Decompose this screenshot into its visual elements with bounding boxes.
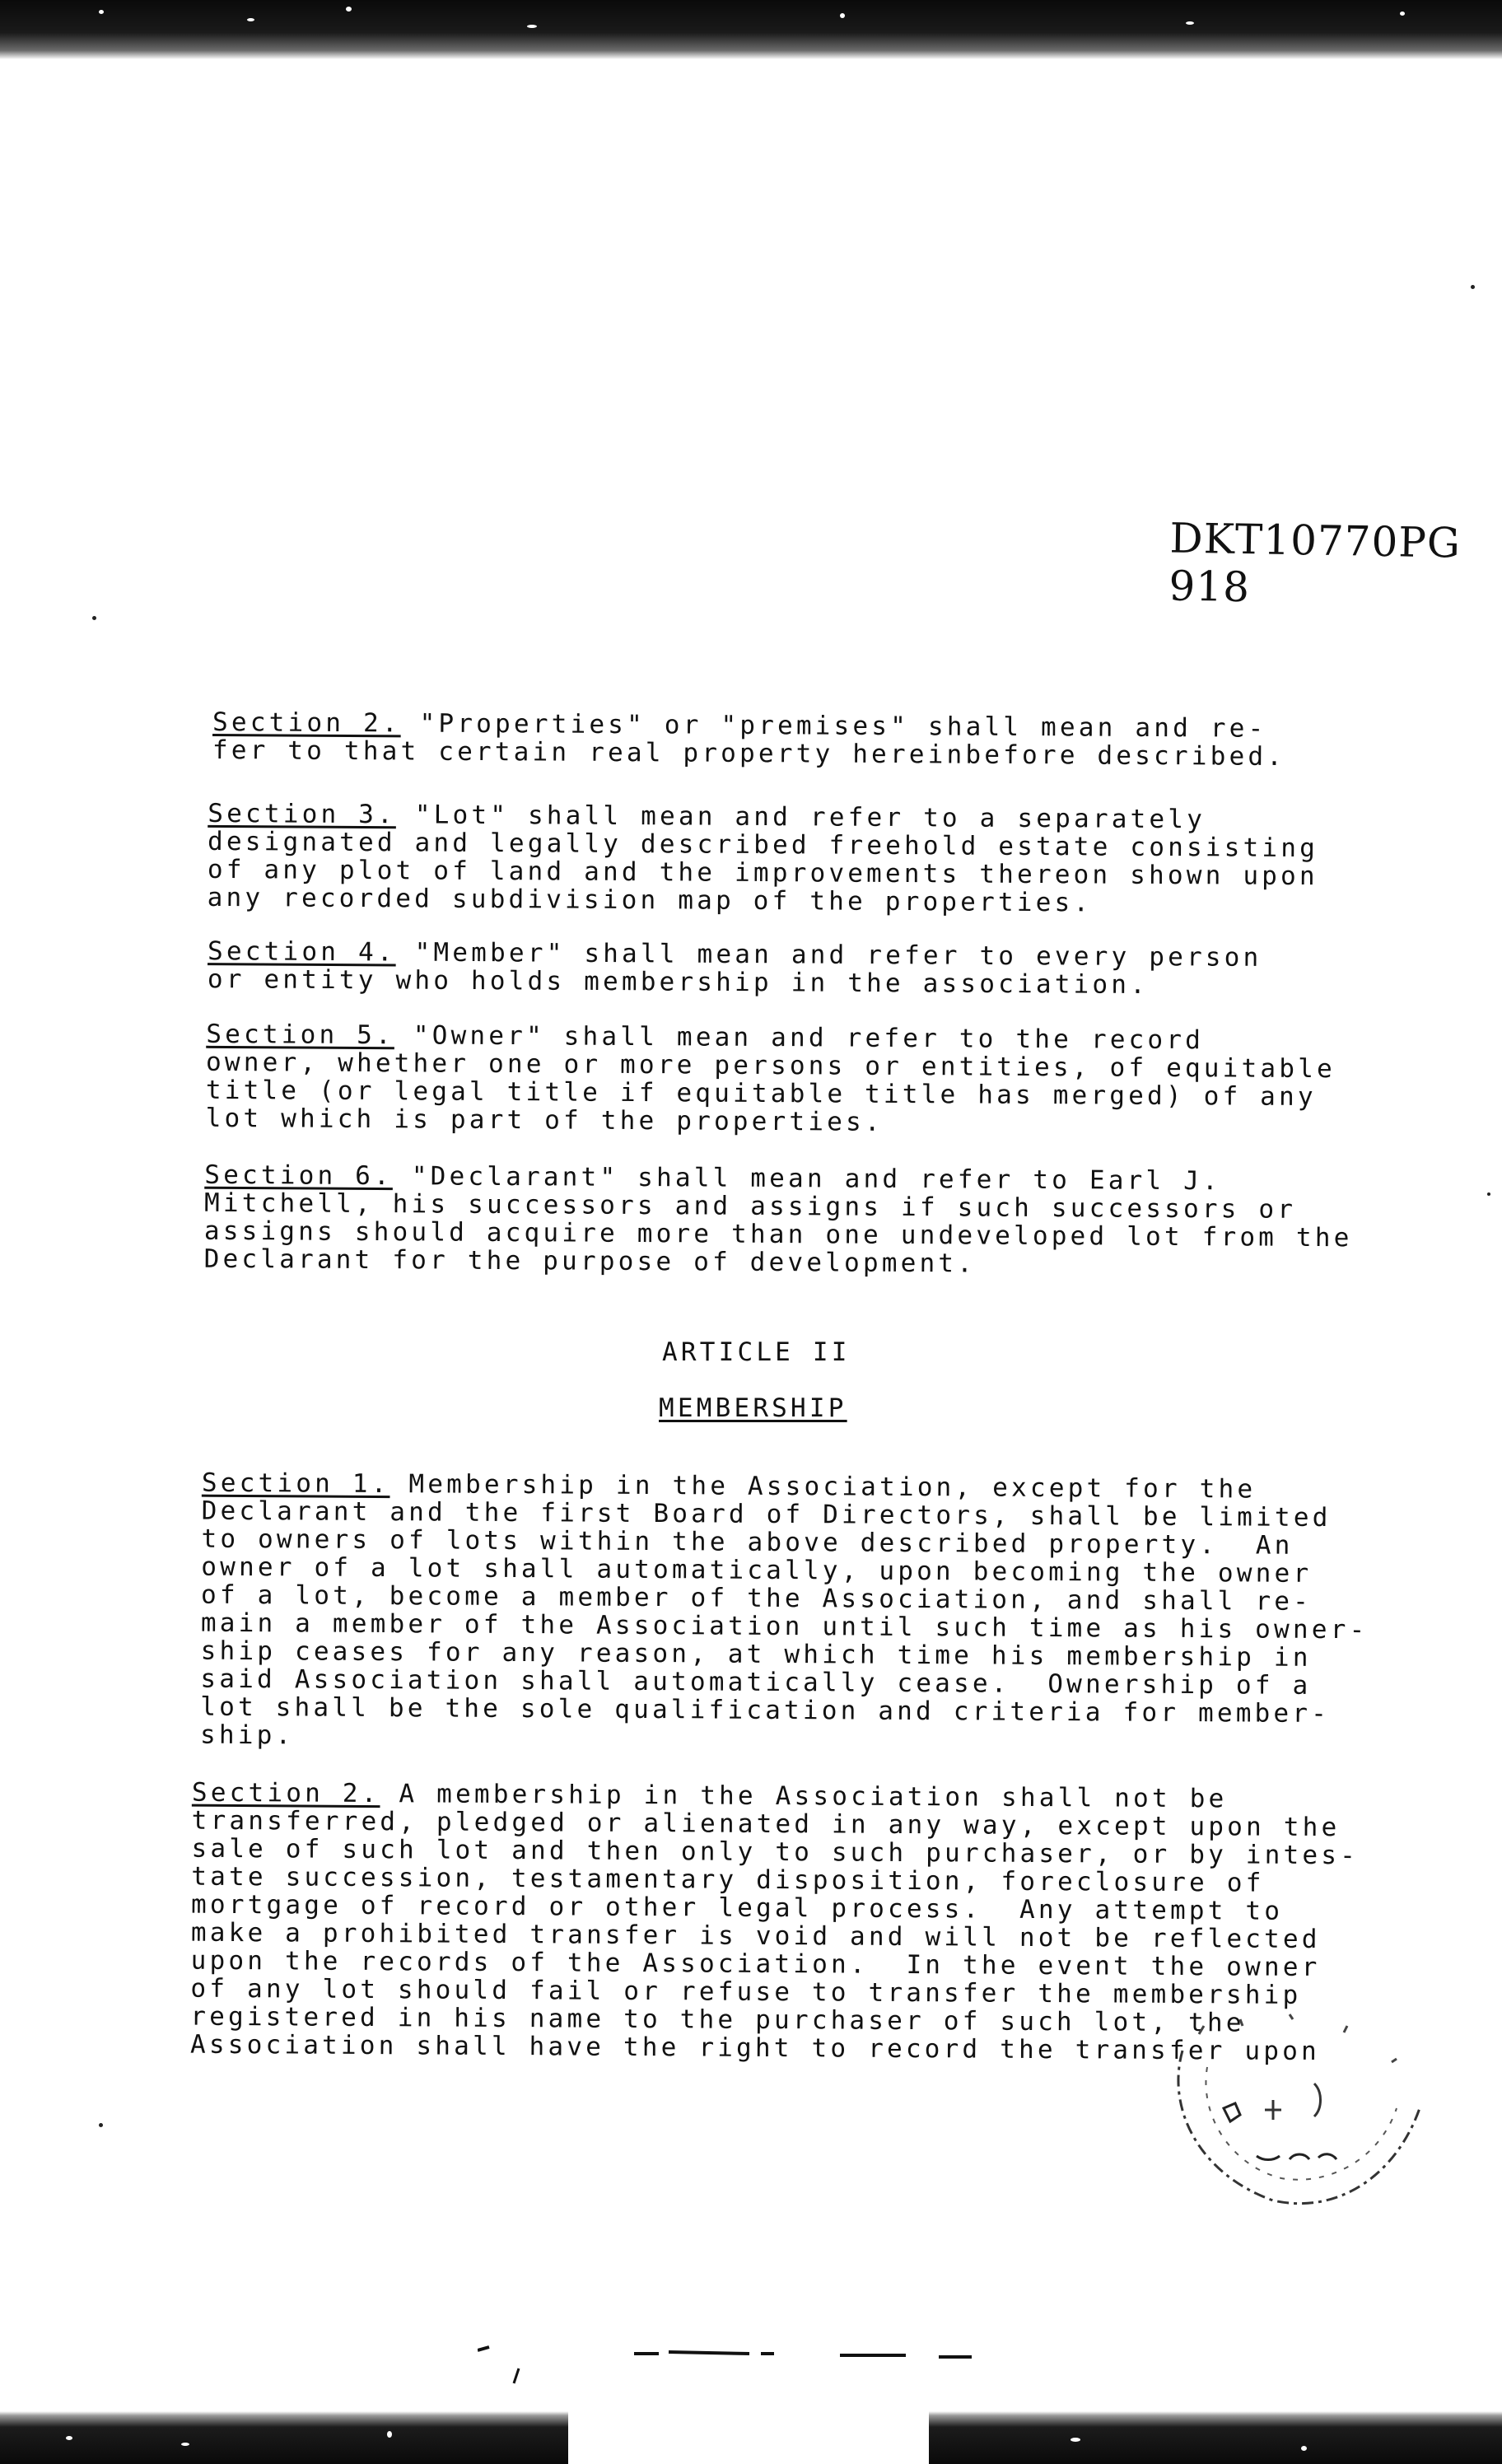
- scan-dot: [1471, 285, 1475, 289]
- section-number: Section 4.: [208, 936, 396, 968]
- membership-section-1: Section 1. Membership in the Association, except for the Declarant and the first Board of Directors, shall be limited to owners of lots within the above described property. An owner of a lot shall automatically, upon becoming the owner of a lot, become a member of the Association, and shall re- main a member of the Association until such time as his owner- ship ceases for any reason, at which time his membership in said Association shall automatically cease. Ownership of a lot shall be the sole qualification and criteria for member- ship.: [199, 1468, 1369, 1751]
- section-number: Section 2.: [191, 1777, 380, 1809]
- section-5-owner: Section 5. "Owner" shall mean and refer to the record owner, whether one or more persons or entities, of equitable title (or legal title if equitable title has merged) of any lot which is part of the properties.: [205, 1019, 1336, 1137]
- scan-speck: [387, 2431, 392, 2438]
- scan-speck: [1301, 2446, 1307, 2451]
- scan-speck: [840, 13, 845, 18]
- section-3-lot: Section 3. "Lot" shall mean and refer to a separately designated and legally described freehold estate consisting of any plot of land and the improvements thereon shown upon any recorded subdivision map of the properties.: [207, 798, 1319, 918]
- book-page-reference: DKT10770PG 918: [1168, 514, 1462, 612]
- scan-dot: [92, 616, 96, 620]
- scan-speck: [346, 7, 352, 12]
- article-title: MEMBERSHIP: [659, 1393, 847, 1423]
- section-number: Section 2.: [212, 707, 401, 739]
- section-2-properties: Section 2. "Properties" or "premises" shall mean and re- fer to that certain real property hereinbefore described.: [212, 707, 1286, 772]
- scan-speck: [247, 18, 254, 21]
- scan-top-border: [0, 0, 1502, 59]
- section-4-member: Section 4. "Member" shall mean and refer to every person or entity who holds membership in the association.: [207, 936, 1262, 1001]
- section-number: Section 5.: [206, 1019, 395, 1051]
- section-number: Section 3.: [208, 798, 397, 830]
- scan-dot: [99, 2123, 103, 2127]
- scan-speck: [527, 25, 537, 28]
- scan-speck: [1071, 2438, 1080, 2442]
- scan-dot: [1487, 1192, 1490, 1196]
- membership-section-2: Section 2. A membership in the Association shall not be transferred, pledged or alienated in any way, except upon the sale of such lot and then only to such purchaser, or by intes- tate succession, testamentary disposition, foreclosure of mortgage of record or other legal process. Any attempt to make a prohibited transfer is void and will not be reflected upon the records of the Association. In the event the owner of any lot should fail or refuse to transfer the membership registered in his name to the purchaser of such lot, the Association shall have the right to record the transfer upon: [189, 1777, 1360, 2067]
- scan-bottom-border-left: [0, 2411, 568, 2464]
- scan-speck: [66, 2436, 72, 2440]
- article-heading: ARTICLE II: [662, 1337, 851, 1367]
- section-number: Section 1.: [201, 1468, 390, 1500]
- scan-artifacts: [478, 2339, 1054, 2388]
- scan-speck: [181, 2443, 189, 2446]
- section-number: Section 6.: [204, 1160, 394, 1192]
- notary-seal-stamp: [1150, 2009, 1430, 2215]
- scan-speck: [1186, 21, 1194, 25]
- section-6-declarant: Section 6. "Declarant" shall mean and refer to Earl J. Mitchell, his successors and assigns if such successors or assigns should acquire more than one undeveloped lot from the Declarant for the purpose of development.: [203, 1160, 1353, 1279]
- scan-bottom-border-right: [929, 2411, 1502, 2464]
- scan-speck: [1400, 12, 1405, 16]
- scan-speck: [99, 10, 104, 14]
